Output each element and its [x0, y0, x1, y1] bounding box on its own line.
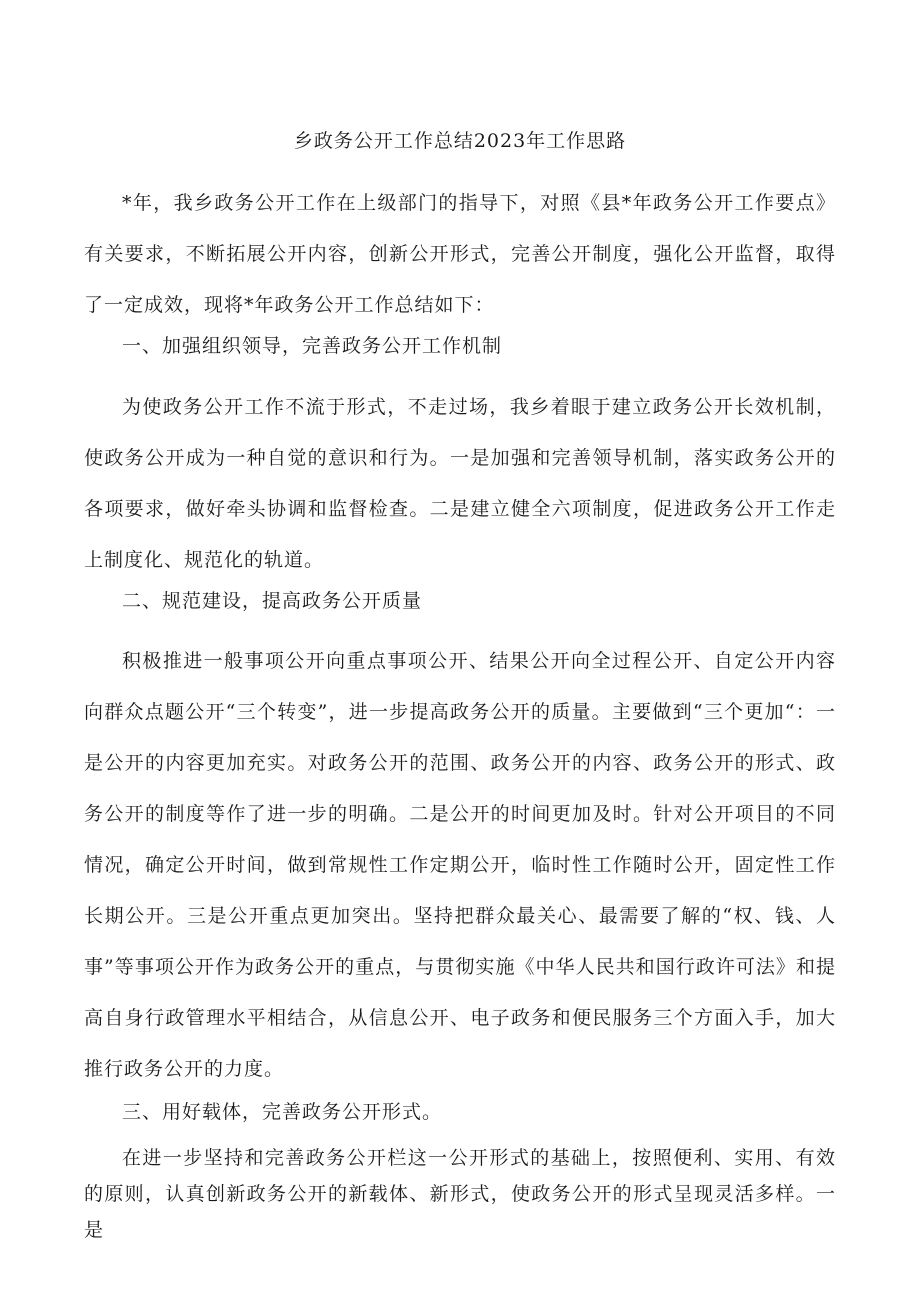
section-3-paragraph: 在进一步坚持和完善政务公开栏这一公开形式的基础上，按照便利、实用、有效的原则，认真创新政务公开的新载体、新形式，使政务公开的形式呈现灵活多样。一是	[84, 1147, 836, 1241]
section-3-heading: 三、用好载体，完善政务公开形式。	[122, 1101, 443, 1123]
section-2-heading: 二、规范建设，提高政务公开质量	[122, 590, 423, 612]
document-title: 乡政务公开工作总结2023年工作思路	[293, 130, 627, 152]
section-2-paragraph: 积极推进一般事项公开向重点事项公开、结果公开向全过程公开、自定公开内容向群众点题公开“三个转变”，进一步提高政务公开的质量。主要做到“三个更加“：一是公开的内容更加充实。对政务公开的范围、政务公开的内容、政务公开的形式、政务公开的制度等作了进一步的明确。二是公开的时间更加及时。针对公开项目的不同情况，确定公开时间，做到常规性工作定期公开，临时性工作随时公开，固定性工作长期公开。三是公开重点更加突出。坚持把群众最关心、最需要了解的“权、钱、人事”等事项公开作为政务公开的重点，与贯彻实施《中华人民共和国行政许可法》和提高自身行政管理水平相结合，从信息公开、电子政务和便民服务三个方面入手，加大推行政务公开的力度。	[84, 650, 836, 1080]
intro-paragraph: *年，我乡政务公开工作在上级部门的指导下，对照《县*年政务公开工作要点》有关要求，不断拓展公开内容，创新公开形式，完善公开制度，强化公开监督，取得了一定成效，现将*年政务公开工作总结如下：	[84, 192, 836, 316]
section-1-paragraph: 为使政务公开工作不流于形式，不走过场，我乡着眼于建立政务公开长效机制，使政务公开成为一种自觉的意识和行为。一是加强和完善领导机制，落实政务公开的各项要求，做好牵头协调和监督检查。二是建立健全六项制度，促进政务公开工作走上制度化、规范化的轨道。	[84, 396, 836, 571]
section-1-heading: 一、加强组织领导，完善政务公开工作机制	[122, 335, 503, 357]
